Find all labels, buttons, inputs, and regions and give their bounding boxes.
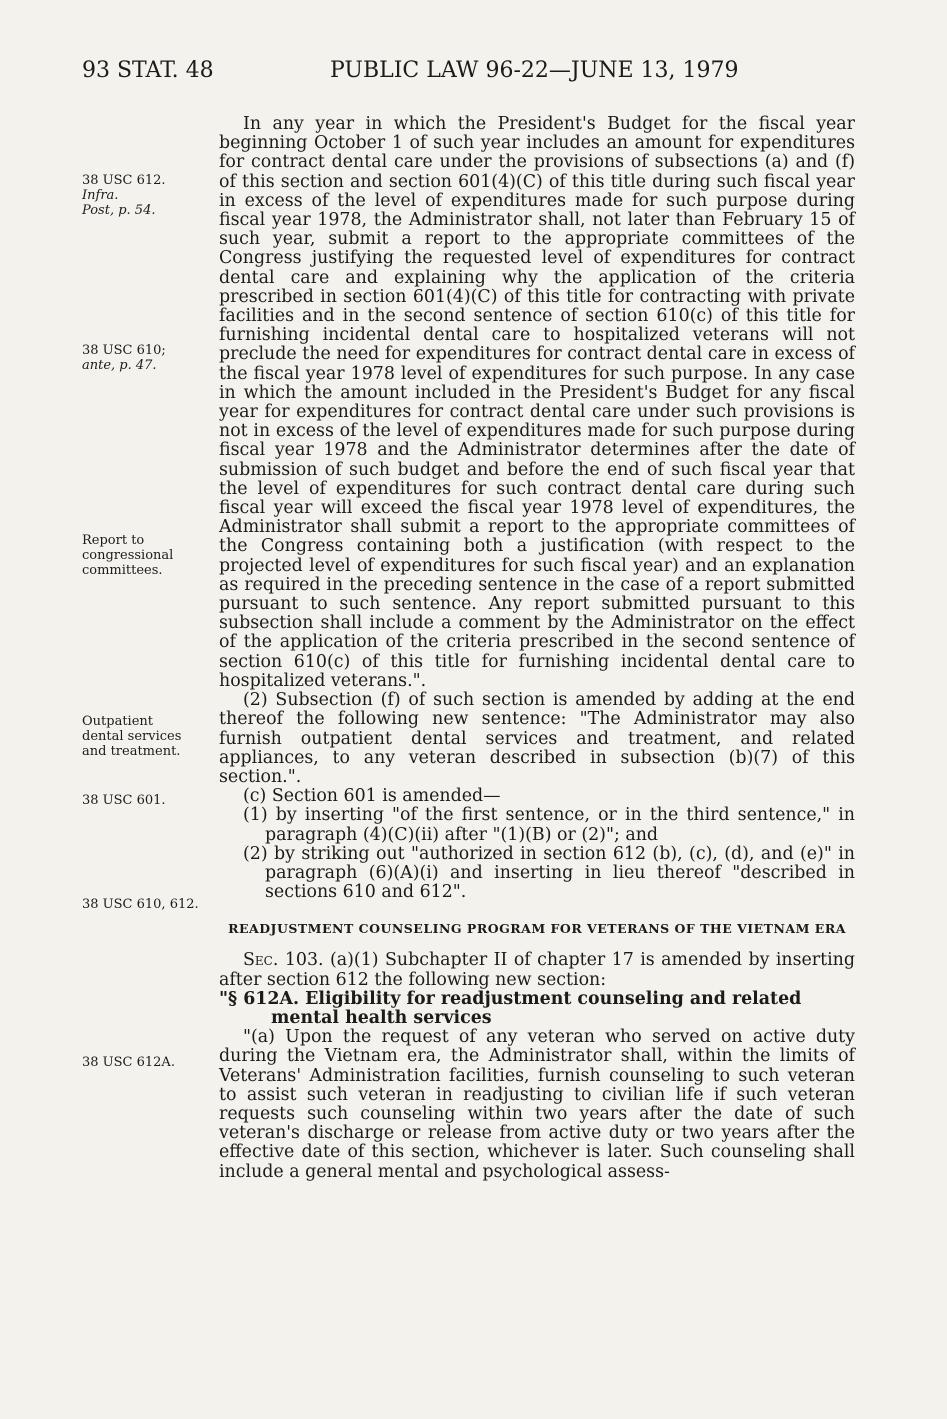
margin-note-line: congressional	[82, 548, 174, 563]
margin-note-line: and treatment.	[82, 744, 181, 759]
margin-note-line: Post, p. 54.	[82, 203, 156, 218]
margin-note-line: dental services	[82, 729, 182, 744]
margin-note-line: ante, p. 47.	[82, 358, 157, 373]
margin-note-report	[82, 533, 217, 578]
sec-label: Sec.	[243, 950, 279, 971]
stat-page-number: 93 STAT. 48	[82, 58, 214, 83]
paragraph-clause-2: (2) by striking out "authorized in section 612 (b), (c), (d), and (e)" in paragraph (6)(A)(i) and inserting in lieu thereof "described in sections 610 and 612".	[243, 843, 855, 903]
paragraph-budget-report: In any year in which the President's Budget for the fiscal year beginning October 1 of such year includes an amount for expenditures for contract dental care under the provisions of subsections (a) and (f) of this section and section 601(4)(C) of this title during such fiscal year in excess of the level of expenditures made for such purpose during fiscal year 1978, the Administrator shall, not later than February 15 of such year, submit a report to the appropriate committees of the Congress justifying the requested level of expenditures for contract dental care and explaining why the application of the criteria prescribed in section 601(4)(C) of this title for contracting with private facilities and in the second sentence of section 610(c) of this title for furnishing incidental dental care to hospitalized veterans will not preclude the need for expenditures for contract dental care in excess of the fiscal year 1978 level of expenditures for such purpose. In any case in which the amount included in the President's Budget for any fiscal year for expenditures for contract dental care under such provisions is not in excess of the level of expenditures made for such purpose during fiscal year 1978 and the Administrator determines after the date of submission of such budget and before the end of such fiscal year that the level of expenditures for such contract dental care during such fiscal year will exceed the fiscal year 1978 level of expenditures, the Administrator shall submit a report to the appropriate committees of the Congress containing both a justification (with respect to the projected level of expenditures for such fiscal year) and an explanation as required in the preceding sentence in the case of a report submitted pursuant to such sentence. Any report submitted pursuant to this subsection shall include a comment by the Administrator on the effect of the application of the criteria prescribed in the second sentence of section 610(c) of this title for furnishing incidental dental care to hospitalized veterans.".	[219, 114, 855, 691]
running-head: PUBLIC LAW 96-22—JUNE 13, 1979	[330, 58, 739, 83]
paragraph-clause-1: (1) by inserting "of the first sentence, or in the third sentence," in paragraph (4)(C)(ii) after "(1)(B) or (2)"; and	[243, 805, 855, 845]
margin-note-usc-612a: 38 USC 612A.	[82, 1055, 175, 1070]
margin-note-usc-601: 38 USC 601.	[82, 793, 166, 808]
margin-note-line: 38 USC 612.	[82, 173, 166, 188]
paragraph-section-601: (c) Section 601 is amended—	[243, 786, 501, 807]
paragraph-subsection-f: (2) Subsection (f) of such section is amended by adding at the end thereof the following new sentence: "The Administrator may also furnish outpatient dental services and treatment, and related appliances, to any veteran described in subsection (b)(7) of this section.".	[219, 690, 855, 787]
margin-note-line: Outpatient	[82, 714, 153, 729]
statute-body	[219, 115, 855, 1182]
paragraph-612a-a: "(a) Upon the request of any veteran who served on active duty during the Vietnam era, the Administrator shall, within the limits of Veterans' Administration facilities, furnish counseling to such veteran to assist such veteran in readjusting to civilian life if such veteran requests such counseling within two years after the date of such veteran's discharge or release from active duty or two years after the effective date of this section, whichever is later. Such counseling shall include a general mental and psychological assess-	[219, 1027, 855, 1182]
margin-note-line: 38 USC 610;	[82, 343, 166, 358]
margin-note-usc-610	[82, 343, 217, 373]
paragraph-sec-103	[219, 951, 855, 989]
section-heading: READJUSTMENT COUNSELING PROGRAM FOR VETERANS OF THE VIETNAM ERA	[228, 921, 846, 937]
margin-note-outpatient	[82, 714, 217, 759]
margin-note-line: Infra.	[82, 188, 119, 203]
page-header	[0, 58, 947, 88]
sec-103-text: 103. (a)(1) Subchapter II of chapter 17 is amended by inserting after section 612 the following new section:	[219, 950, 855, 990]
section-612a-title: "§ 612A. Eligibility for readjustment counseling and related mental health services	[219, 988, 802, 1028]
margin-note-usc-612	[82, 173, 217, 218]
margin-note-line: Report to	[82, 533, 145, 548]
margin-note-usc-610-612: 38 USC 610, 612.	[82, 897, 199, 912]
margin-note-line: committees.	[82, 563, 163, 578]
